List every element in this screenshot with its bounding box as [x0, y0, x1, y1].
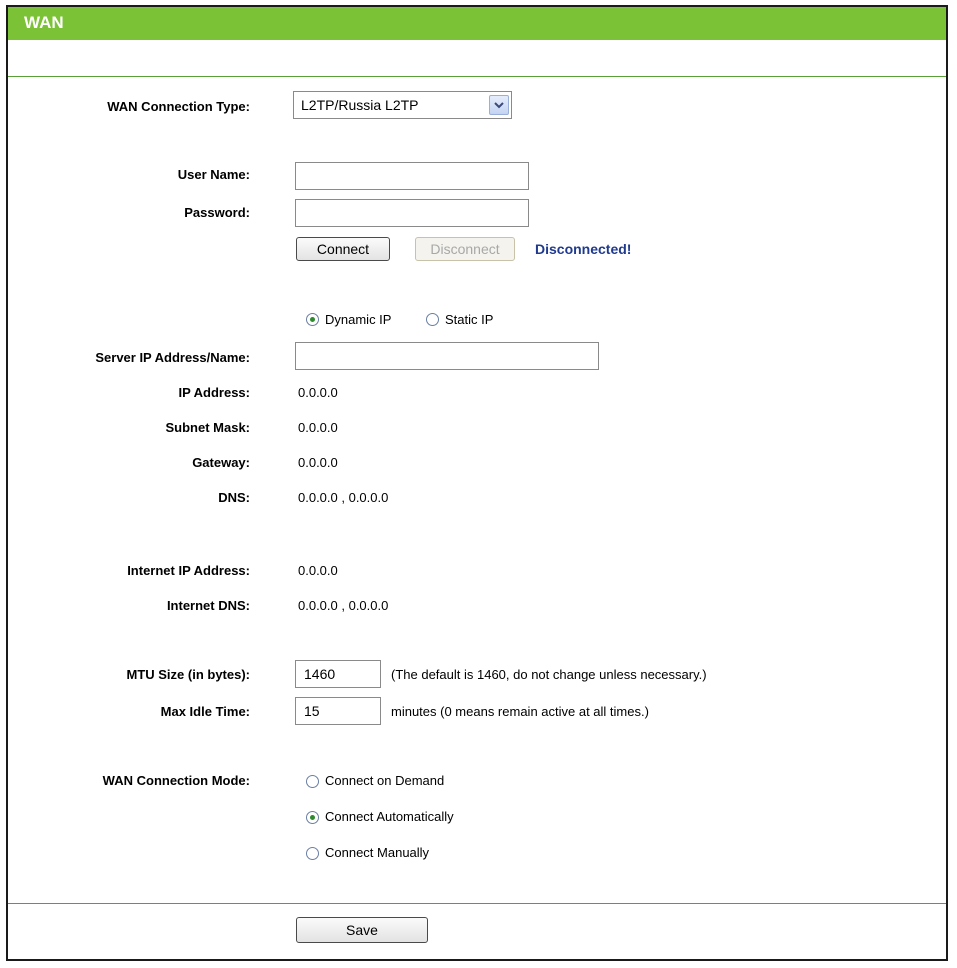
- save-button[interactable]: Save: [296, 917, 428, 943]
- disconnect-button: Disconnect: [415, 237, 515, 261]
- max-idle-input[interactable]: [295, 697, 381, 725]
- top-divider: [8, 76, 946, 77]
- connect-on-demand-label: Connect on Demand: [325, 773, 445, 788]
- connect-automatically-label: Connect Automatically: [325, 809, 454, 824]
- connect-on-demand-radio[interactable]: [306, 775, 319, 788]
- mtu-label: MTU Size (in bytes):: [126, 667, 250, 682]
- password-label: Password:: [184, 205, 250, 220]
- connection-type-select[interactable]: [293, 91, 512, 119]
- wan-settings-panel: [6, 5, 948, 961]
- user-name-input[interactable]: [295, 162, 529, 190]
- password-input[interactable]: [295, 199, 529, 227]
- connect-manually-label: Connect Manually: [325, 845, 430, 860]
- internet-ip-value: 0.0.0.0: [298, 563, 338, 578]
- mtu-input[interactable]: [295, 660, 381, 688]
- panel-header: [8, 7, 946, 40]
- connection-mode-label: WAN Connection Mode:: [102, 773, 250, 788]
- subnet-mask-value: 0.0.0.0: [298, 420, 338, 435]
- ip-address-label: IP Address:: [178, 385, 250, 400]
- user-name-label: User Name:: [177, 167, 250, 182]
- internet-dns-value: 0.0.0.0 , 0.0.0.0: [298, 598, 389, 613]
- connect-automatically-radio[interactable]: [306, 811, 319, 824]
- server-address-label: Server IP Address/Name:: [95, 350, 250, 365]
- connection-type-label: WAN Connection Type:: [107, 99, 250, 114]
- dns-label: DNS:: [218, 490, 250, 505]
- page-title: WAN: [24, 13, 64, 32]
- gateway-label: Gateway:: [192, 455, 250, 470]
- dns-value: 0.0.0.0 , 0.0.0.0: [298, 490, 389, 505]
- max-idle-label: Max Idle Time:: [160, 704, 250, 719]
- dynamic-ip-radio[interactable]: [306, 313, 319, 326]
- bottom-divider: [8, 903, 946, 904]
- connect-manually-radio[interactable]: [306, 847, 319, 860]
- ip-address-value: 0.0.0.0: [298, 385, 338, 400]
- dynamic-ip-label: Dynamic IP: [325, 312, 392, 327]
- internet-dns-label: Internet DNS:: [166, 598, 250, 613]
- server-address-input[interactable]: [295, 342, 599, 370]
- max-idle-note: minutes (0 means remain active at all times.): [391, 704, 649, 719]
- connection-status: Disconnected!: [535, 241, 632, 257]
- subnet-mask-label: Subnet Mask:: [165, 420, 250, 435]
- connection-type-value: L2TP/Russia L2TP: [301, 97, 419, 113]
- mtu-note: (The default is 1460, do not change unless necessary.): [391, 667, 707, 682]
- internet-ip-label: Internet IP Address:: [127, 563, 250, 578]
- chevron-down-icon[interactable]: [489, 95, 509, 115]
- connect-button[interactable]: Connect: [296, 237, 390, 261]
- gateway-value: 0.0.0.0: [298, 455, 338, 470]
- static-ip-label: Static IP: [445, 312, 494, 327]
- static-ip-radio[interactable]: [426, 313, 439, 326]
